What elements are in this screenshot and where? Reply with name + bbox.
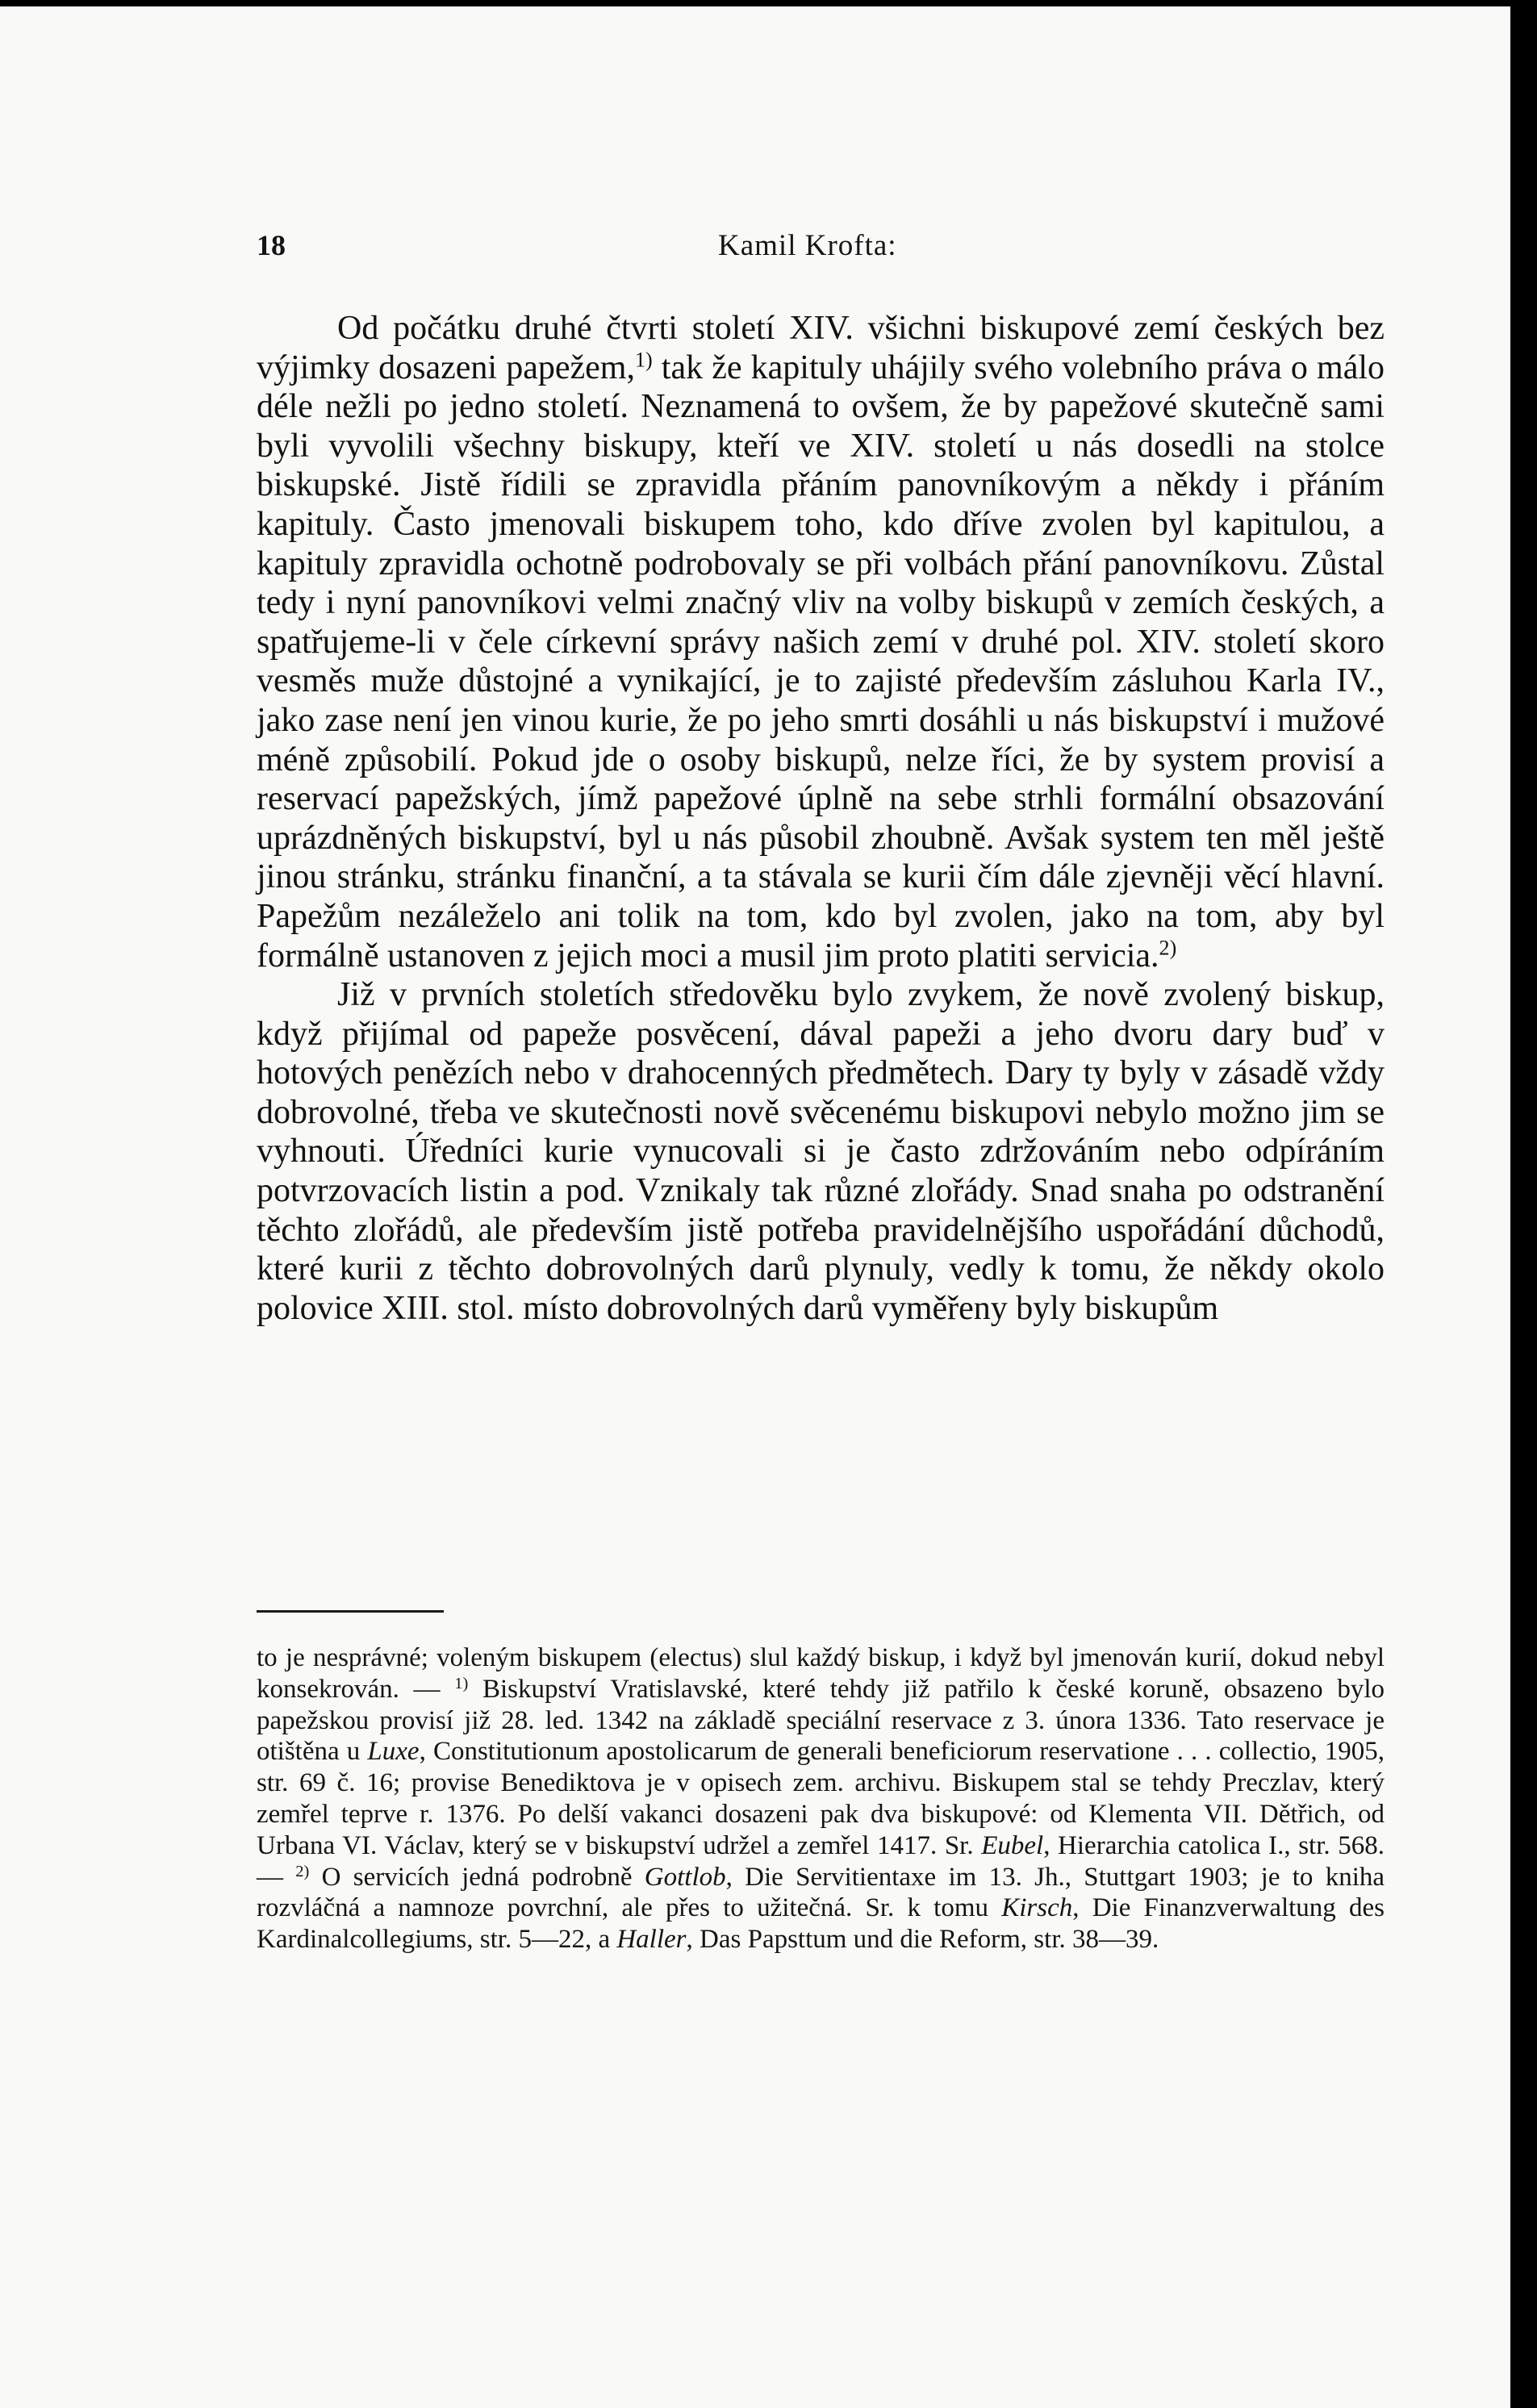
text-run: Biskupství Vratislavské, které tehdy již patřilo k české koruně, obsazeno bylo papežskou provisí již 28. led. 1342 na základě speciální reservace z 3. února 1336. Tato reservace je otištěna u (257, 1674, 1385, 1767)
cited-author: Luxe (367, 1737, 420, 1767)
footnote-marker: 1) (634, 348, 653, 372)
paragraph (257, 309, 1385, 975)
text-run: , Constitutionum apostolicarum de generali beneficiorum reservatione . . . collectio, 1905, str. 69 č. 16; provise Benediktova je v opisech zem. archivu. Biskupem stal se tehdy Preczlav, který zemřel teprve r. 1376. Po delší vakanci dosazeni pak dva biskupové: od Klementa VII. Dětřich, od Urbana VI. Václav, který se v biskupství udržel a zemřel 1417. Sr. (257, 1737, 1385, 1860)
footnotes (257, 1642, 1385, 1955)
footnote-marker: 1) (454, 1674, 469, 1692)
footnote-text (257, 1642, 1385, 1955)
page-header (257, 228, 1386, 269)
text-run: tak že kapituly uhájily svého volebního práva o málo déle nežli po jedno století. Neznamená to ovšem, že by papežové skutečně sami byli vyvolili všechny biskupy, kteří ve XIV. století u nás dosedli na stolce biskupské. Jistě řídili se zpravidla přáním panovníkovým a někdy i přáním kapituly. Často jmenovali biskupem toho, kdo dříve zvolen byl kapitulou, a kapituly zpravidla ochotně podrobovaly se při volbách přání panovníkovu. Zůstal tedy i nyní panovníkovi velmi značný vliv na volby biskupů v zemích českých, a spatřujeme-li v čele církevní správy našich zemí v druhé pol. XIV. století skoro vesměs muže důstojné a vynikající, je to zajisté především zásluhou Karla IV., jako zase není jen vinou kurie, že po jeho smrti dosáhli u nás biskupství i mužové méně způsobilí. Pokud jde o osoby biskupů, nelze říci, že by system provisí a reservací papežských, jímž papežové úplně na sebe strhli formální obsazování uprázdněných biskupství, byl u nás působil zhoubně. Avšak system ten měl ještě jinou stránku, stránku finanční, a ta stávala se kurii čím dále zjevněji věcí hlavní. Papežům nezáleželo ani tolik na tom, kdo byl zvolen, jako na tom, aby byl formálně ustanoven z jejich moci a musil jim proto platiti servicia. (257, 348, 1385, 974)
text-run: , Das Papsttum und die Reform, str. 38—39. (686, 1925, 1159, 1955)
text-run: O servicích jedná podrobně (309, 1862, 645, 1892)
text-run: to je nesprávné; voleným biskupem (electus) slul každý biskup, i když byl jmenován kurií, dokud nebyl konsekrován. — (257, 1643, 1385, 1704)
footnote-divider (257, 1610, 444, 1613)
page-number: 18 (257, 229, 286, 261)
text-run: , Die Finanzverwaltung des Kardinalcollegiums, str. 5—22, a (257, 1893, 1385, 1955)
footnote-marker: 2) (1159, 936, 1177, 960)
cited-author: Gottlob (644, 1862, 726, 1892)
text-run: Od počátku druhé čtvrti století XIV. všichni biskupové zemí českých bez výjimky dosazeni papežem, (257, 310, 1385, 386)
cited-author: Eubel (981, 1830, 1044, 1860)
footnote-marker: 2) (295, 1862, 310, 1880)
main-text (257, 309, 1385, 1328)
cited-author: Kirsch (1001, 1893, 1073, 1923)
running-title: Kamil Krofta: (718, 229, 897, 262)
text-run: , Hierarchia catolica I., str. 568. — (257, 1830, 1385, 1892)
text-run: Již v prvních stoletích středověku bylo zvykem, že nově zvolený biskup, když přijímal od papeže posvěcení, dával papeži a jeho dvoru dary buď v hotových penězích nebo v drahocenných předmětech. Dary ty byly v zásadě vždy dobrovolné, třeba ve skutečnosti nově svěcenému biskupovi nebylo možno jim se vyhnouti. Úředníci kurie vynucovali si je často zdržováním nebo odpíráním potvrzovacích listin a pod. Vznikaly tak různé zlořády. Snad snaha po odstranění těchto zlořádů, ale především jistě potřeba pravidelnějšího uspořádání důchodů, které kurii z těchto dobrovolných darů plynuly, vedly k tomu, že někdy okolo polovice XIII. stol. místo dobrovolných darů vyměřeny byly biskupům (257, 976, 1385, 1327)
text-run: , Die Servitientaxe im 13. Jh., Stuttgart 1903; je to kniha rozvláčná a namnoze povrchní, ale přes to užitečná. Sr. k tomu (257, 1862, 1385, 1923)
paragraph (257, 975, 1385, 1328)
cited-author: Haller (616, 1925, 687, 1955)
book-page (0, 6, 1510, 2408)
